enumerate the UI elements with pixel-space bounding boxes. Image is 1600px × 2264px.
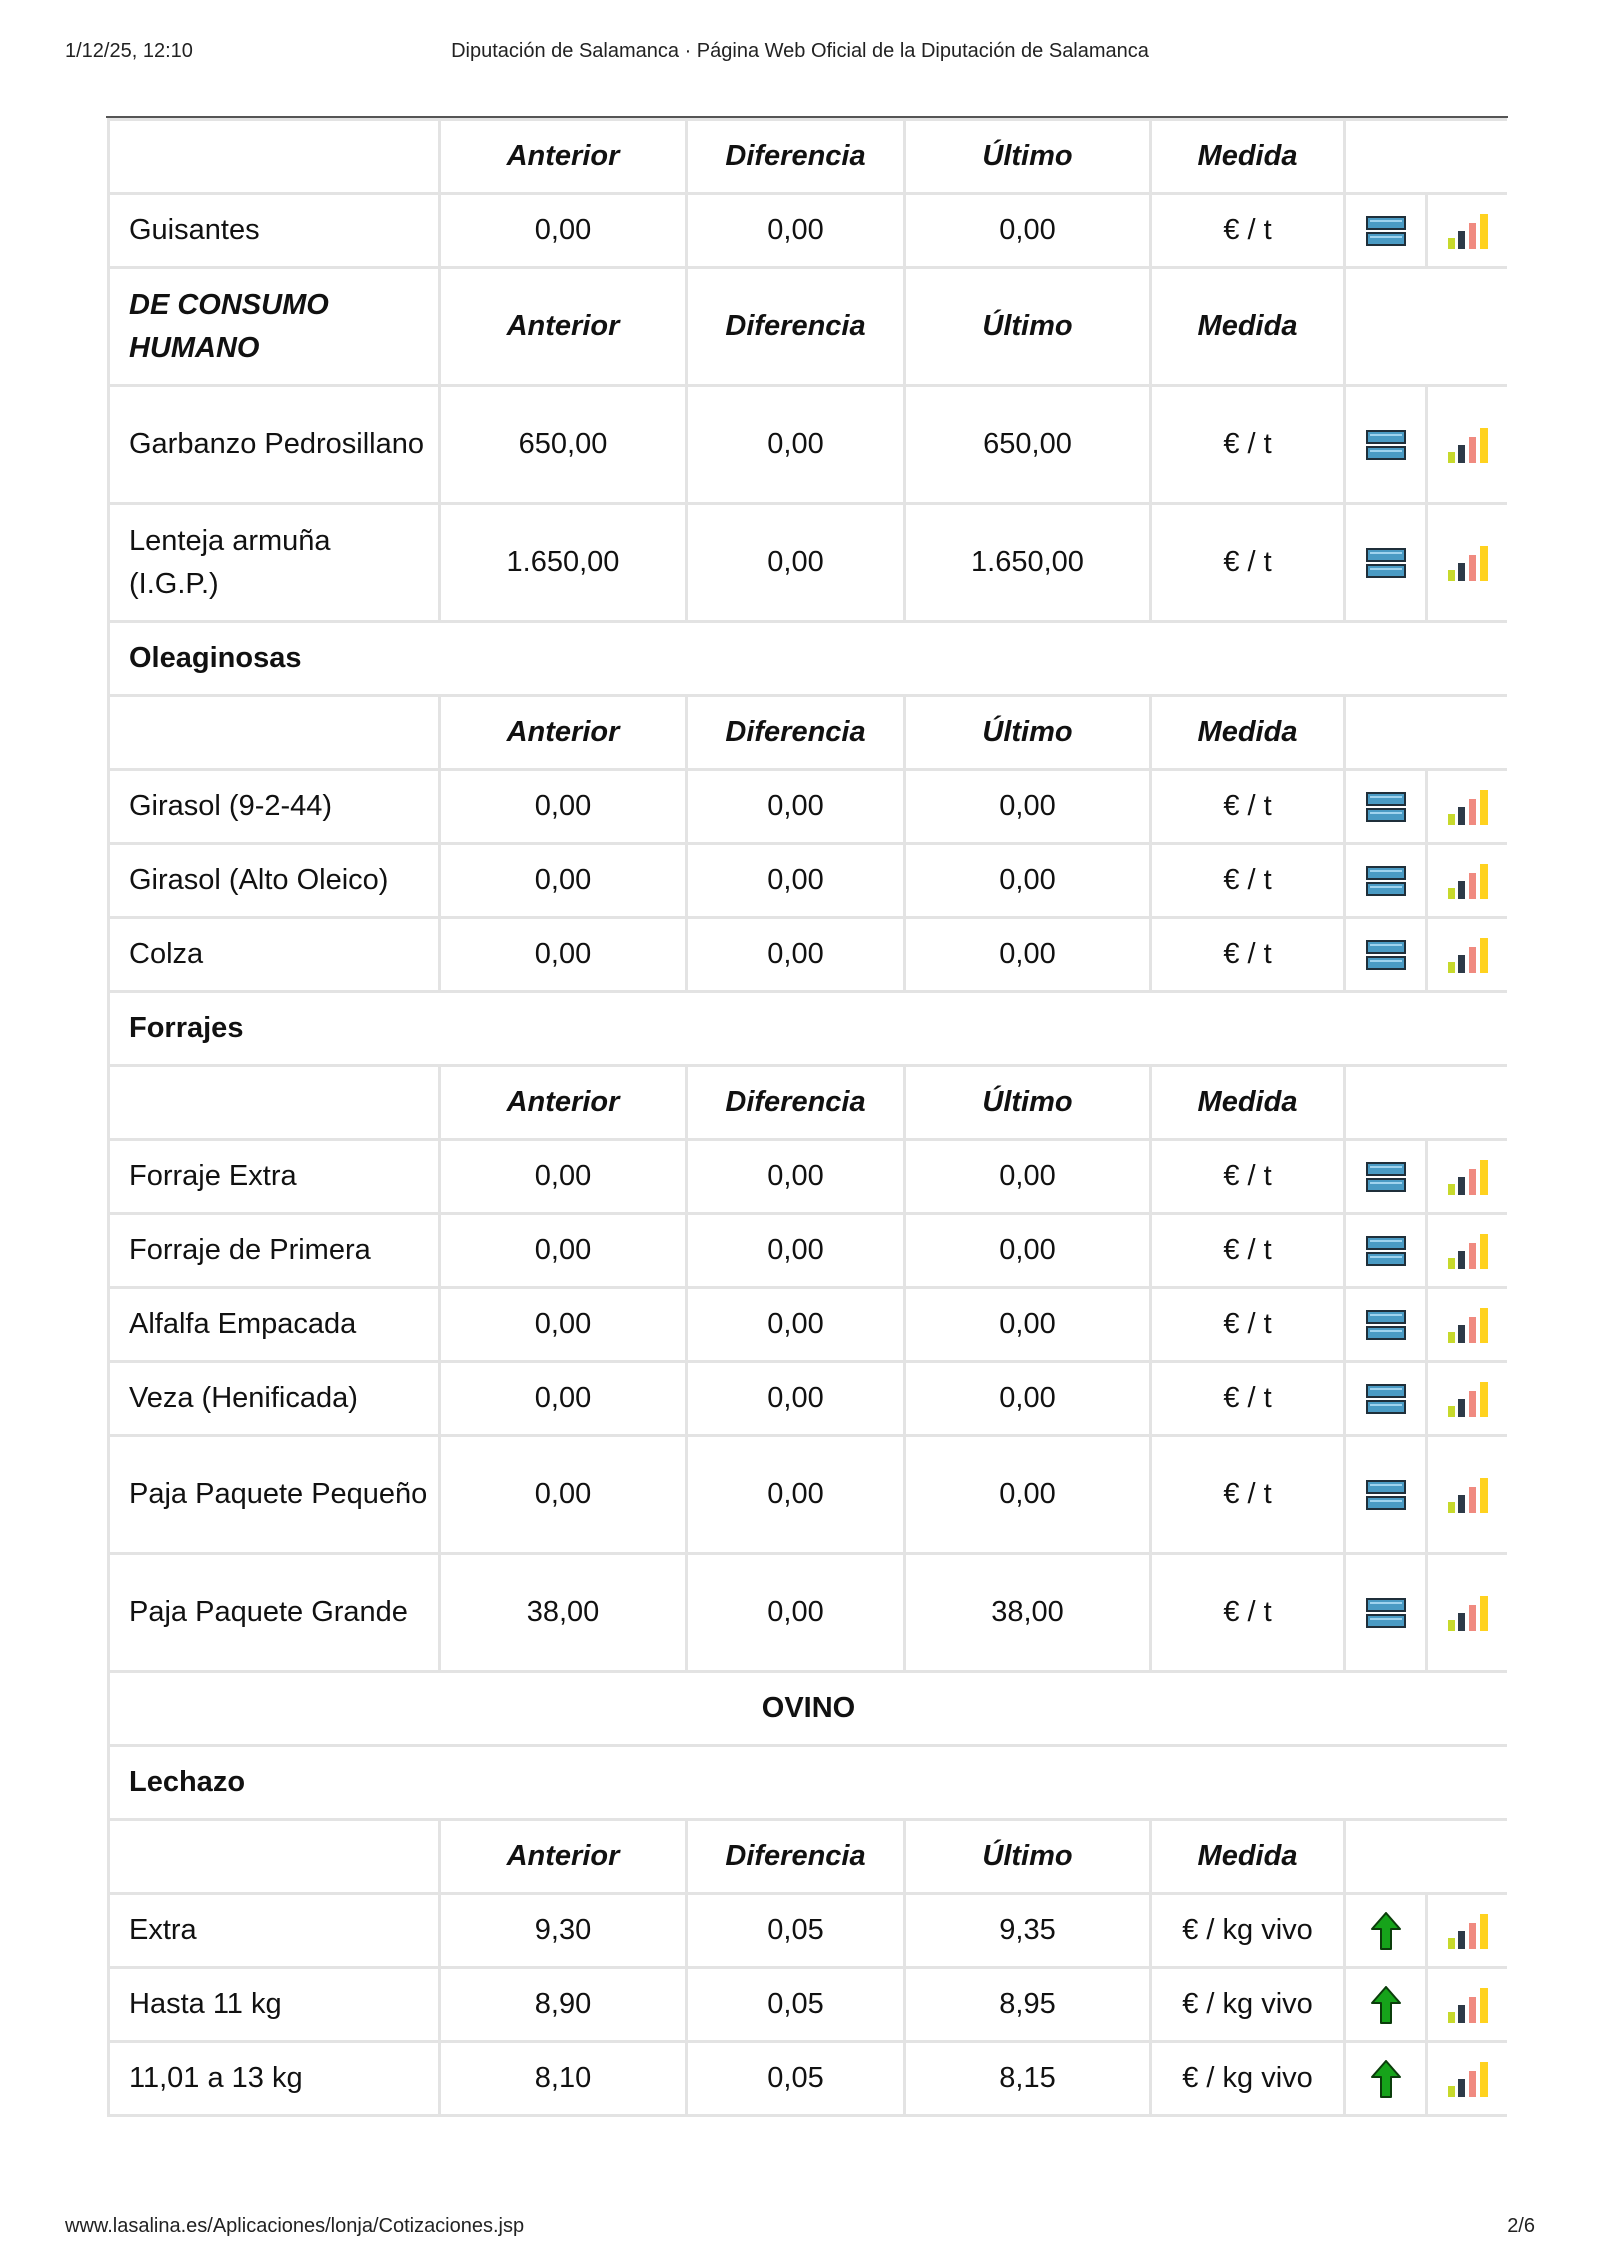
value-diferencia: 0,00 [687,1362,905,1436]
value-ultimo: 9,35 [905,1894,1151,1968]
value-medida: € / t [1151,770,1345,844]
header-anterior: Anterior [440,268,687,386]
header-diferencia: Diferencia [687,120,905,194]
stable-trend-icon [1366,1598,1406,1628]
value-ultimo: 0,00 [905,194,1151,268]
table-row [109,504,1508,622]
chart-cell[interactable] [1427,1362,1508,1436]
value-diferencia: 0,00 [687,770,905,844]
value-medida: € / t [1151,386,1345,504]
page-url: www.lasalina.es/Aplicaciones/lonja/Cotizaciones.jsp [65,2215,525,2237]
table-row [109,194,1508,268]
table-row [109,386,1508,504]
value-ultimo: 1.650,00 [905,504,1151,622]
bar-chart-icon[interactable] [1447,1306,1489,1344]
value-medida: € / t [1151,194,1345,268]
stable-trend-icon [1366,866,1406,896]
chart-cell[interactable] [1427,1894,1508,1968]
header-diferencia: Diferencia [687,696,905,770]
product-name: Guisantes [109,194,440,268]
value-medida: € / t [1151,1362,1345,1436]
value-anterior: 0,00 [440,194,687,268]
value-anterior: 38,00 [440,1554,687,1672]
chart-cell[interactable] [1427,504,1508,622]
product-name: Extra [109,1894,440,1968]
section-row [109,992,1508,1066]
bar-chart-icon[interactable] [1447,1594,1489,1632]
bar-chart-icon[interactable] [1447,1232,1489,1270]
chart-cell[interactable] [1427,194,1508,268]
stable-trend-icon [1366,792,1406,822]
bar-chart-icon[interactable] [1447,1986,1489,2024]
trend-cell [1345,1214,1427,1288]
product-name: Colza [109,918,440,992]
value-ultimo: 0,00 [905,1362,1151,1436]
product-name: Lenteja armuña (I.G.P.) [109,504,440,622]
value-medida: € / kg vivo [1151,1894,1345,1968]
value-medida: € / t [1151,504,1345,622]
value-anterior: 650,00 [440,386,687,504]
chart-cell[interactable] [1427,1214,1508,1288]
header-empty [109,120,440,194]
page-number: 2/6 [1507,2215,1535,2237]
product-name: Girasol (Alto Oleico) [109,844,440,918]
product-name: Hasta 11 kg [109,1968,440,2042]
header-empty [109,1066,440,1140]
chart-cell[interactable] [1427,844,1508,918]
value-diferencia: 0,00 [687,1436,905,1554]
header-medida: Medida [1151,696,1345,770]
bar-chart-icon[interactable] [1447,862,1489,900]
table-row [109,1214,1508,1288]
header-medida: Medida [1151,268,1345,386]
value-anterior: 0,00 [440,1436,687,1554]
print-date: 1/12/25, 12:10 [65,40,193,62]
prices-table [107,118,1507,2117]
table-row [109,1140,1508,1214]
header-empty [109,1820,440,1894]
value-diferencia: 0,05 [687,1968,905,2042]
value-diferencia: 0,05 [687,2042,905,2116]
trend-cell [1345,918,1427,992]
header-diferencia: Diferencia [687,268,905,386]
header-empty [1345,120,1508,194]
header-empty [1345,268,1508,386]
chart-cell[interactable] [1427,918,1508,992]
header-row [109,120,1508,194]
subsection-header-row [109,268,1508,386]
product-name: 11,01 a 13 kg [109,2042,440,2116]
chart-cell[interactable] [1427,386,1508,504]
table-row [109,770,1508,844]
bar-chart-icon[interactable] [1447,1380,1489,1418]
table-row [109,1288,1508,1362]
header-row [109,1066,1508,1140]
trend-cell [1345,1554,1427,1672]
bar-chart-icon[interactable] [1447,1158,1489,1196]
value-anterior: 0,00 [440,918,687,992]
chart-cell[interactable] [1427,1288,1508,1362]
product-name: Alfalfa Empacada [109,1288,440,1362]
stable-trend-icon [1366,430,1406,460]
value-medida: € / kg vivo [1151,2042,1345,2116]
up-arrow-icon [1371,1986,1401,2024]
header-ultimo: Último [905,268,1151,386]
header-medida: Medida [1151,120,1345,194]
chart-cell[interactable] [1427,1140,1508,1214]
table-row [109,844,1508,918]
value-anterior: 0,00 [440,1140,687,1214]
header-empty [109,696,440,770]
value-diferencia: 0,00 [687,844,905,918]
trend-cell [1345,2042,1427,2116]
value-medida: € / t [1151,1436,1345,1554]
value-anterior: 8,10 [440,2042,687,2116]
header-anterior: Anterior [440,1066,687,1140]
product-name: Garbanzo Pedrosillano [109,386,440,504]
value-ultimo: 0,00 [905,1214,1151,1288]
value-diferencia: 0,00 [687,1288,905,1362]
stable-trend-icon [1366,1480,1406,1510]
value-medida: € / t [1151,1214,1345,1288]
bar-chart-icon[interactable] [1447,212,1489,250]
stable-trend-icon [1366,1310,1406,1340]
prices-table-wrap [107,118,1507,2196]
value-medida: € / kg vivo [1151,1968,1345,2042]
bar-chart-icon[interactable] [1447,544,1489,582]
trend-cell [1345,1288,1427,1362]
trend-cell [1345,1894,1427,1968]
table-row [109,1554,1508,1672]
trend-cell [1345,504,1427,622]
value-ultimo: 0,00 [905,1436,1151,1554]
value-medida: € / t [1151,1140,1345,1214]
stable-trend-icon [1366,1162,1406,1192]
value-diferencia: 0,00 [687,1140,905,1214]
header-anterior: Anterior [440,696,687,770]
trend-cell [1345,1362,1427,1436]
header-medida: Medida [1151,1820,1345,1894]
chart-cell[interactable] [1427,1436,1508,1554]
header-ultimo: Último [905,696,1151,770]
header-anterior: Anterior [440,120,687,194]
value-anterior: 1.650,00 [440,504,687,622]
value-diferencia: 0,00 [687,918,905,992]
print-page-title: Diputación de Salamanca · Página Web Oficial de la Diputación de Salamanca [451,40,1149,62]
group-row [109,1672,1508,1746]
chart-cell[interactable] [1427,1554,1508,1672]
value-ultimo: 0,00 [905,1140,1151,1214]
chart-cell[interactable] [1427,770,1508,844]
trend-cell [1345,770,1427,844]
header-row [109,696,1508,770]
value-ultimo: 8,15 [905,2042,1151,2116]
value-ultimo: 0,00 [905,918,1151,992]
trend-cell [1345,1140,1427,1214]
stable-trend-icon [1366,940,1406,970]
table-row [109,1894,1508,1968]
value-diferencia: 0,00 [687,1554,905,1672]
value-ultimo: 650,00 [905,386,1151,504]
subsection-label: DE CONSUMO HUMANO [109,268,440,386]
product-name: Paja Paquete Pequeño [109,1436,440,1554]
product-name: Forraje de Primera [109,1214,440,1288]
header-ultimo: Último [905,1066,1151,1140]
section-label: Oleaginosas [109,622,1508,696]
table-row [109,918,1508,992]
header-empty [1345,696,1508,770]
table-row [109,1362,1508,1436]
header-ultimo: Último [905,120,1151,194]
header-empty [1345,1066,1508,1140]
bar-chart-icon[interactable] [1447,788,1489,826]
product-name: Veza (Henificada) [109,1362,440,1436]
table-row [109,2042,1508,2116]
table-row [109,1436,1508,1554]
trend-cell [1345,194,1427,268]
table-row [109,1968,1508,2042]
product-name: Girasol (9-2-44) [109,770,440,844]
bar-chart-icon[interactable] [1447,936,1489,974]
bar-chart-icon[interactable] [1447,2060,1489,2098]
section-label: Lechazo [109,1746,1508,1820]
value-ultimo: 0,00 [905,844,1151,918]
value-anterior: 0,00 [440,770,687,844]
bar-chart-icon[interactable] [1447,1912,1489,1950]
value-medida: € / t [1151,918,1345,992]
trend-cell [1345,386,1427,504]
header-ultimo: Último [905,1820,1151,1894]
print-footer [65,2215,1535,2245]
up-arrow-icon [1371,2060,1401,2098]
header-medida: Medida [1151,1066,1345,1140]
stable-trend-icon [1366,548,1406,578]
print-header [65,40,1535,70]
group-label: OVINO [109,1672,1508,1746]
value-anterior: 0,00 [440,1362,687,1436]
stable-trend-icon [1366,216,1406,246]
value-anterior: 0,00 [440,1288,687,1362]
value-medida: € / t [1151,1288,1345,1362]
header-row [109,1820,1508,1894]
value-diferencia: 0,00 [687,194,905,268]
value-ultimo: 0,00 [905,1288,1151,1362]
value-medida: € / t [1151,1554,1345,1672]
value-anterior: 8,90 [440,1968,687,2042]
value-anterior: 9,30 [440,1894,687,1968]
stable-trend-icon [1366,1384,1406,1414]
trend-cell [1345,1436,1427,1554]
trend-cell [1345,844,1427,918]
value-ultimo: 8,95 [905,1968,1151,2042]
value-diferencia: 0,00 [687,1214,905,1288]
chart-cell[interactable] [1427,2042,1508,2116]
value-ultimo: 0,00 [905,770,1151,844]
header-diferencia: Diferencia [687,1066,905,1140]
up-arrow-icon [1371,1912,1401,1950]
product-name: Forraje Extra [109,1140,440,1214]
value-anterior: 0,00 [440,1214,687,1288]
value-diferencia: 0,05 [687,1894,905,1968]
header-diferencia: Diferencia [687,1820,905,1894]
value-ultimo: 38,00 [905,1554,1151,1672]
bar-chart-icon[interactable] [1447,1476,1489,1514]
section-row [109,622,1508,696]
section-row [109,1746,1508,1820]
stable-trend-icon [1366,1236,1406,1266]
value-anterior: 0,00 [440,844,687,918]
section-label: Forrajes [109,992,1508,1066]
value-diferencia: 0,00 [687,504,905,622]
chart-cell[interactable] [1427,1968,1508,2042]
header-anterior: Anterior [440,1820,687,1894]
header-empty [1345,1820,1508,1894]
value-diferencia: 0,00 [687,386,905,504]
value-medida: € / t [1151,844,1345,918]
trend-cell [1345,1968,1427,2042]
product-name: Paja Paquete Grande [109,1554,440,1672]
bar-chart-icon[interactable] [1447,426,1489,464]
